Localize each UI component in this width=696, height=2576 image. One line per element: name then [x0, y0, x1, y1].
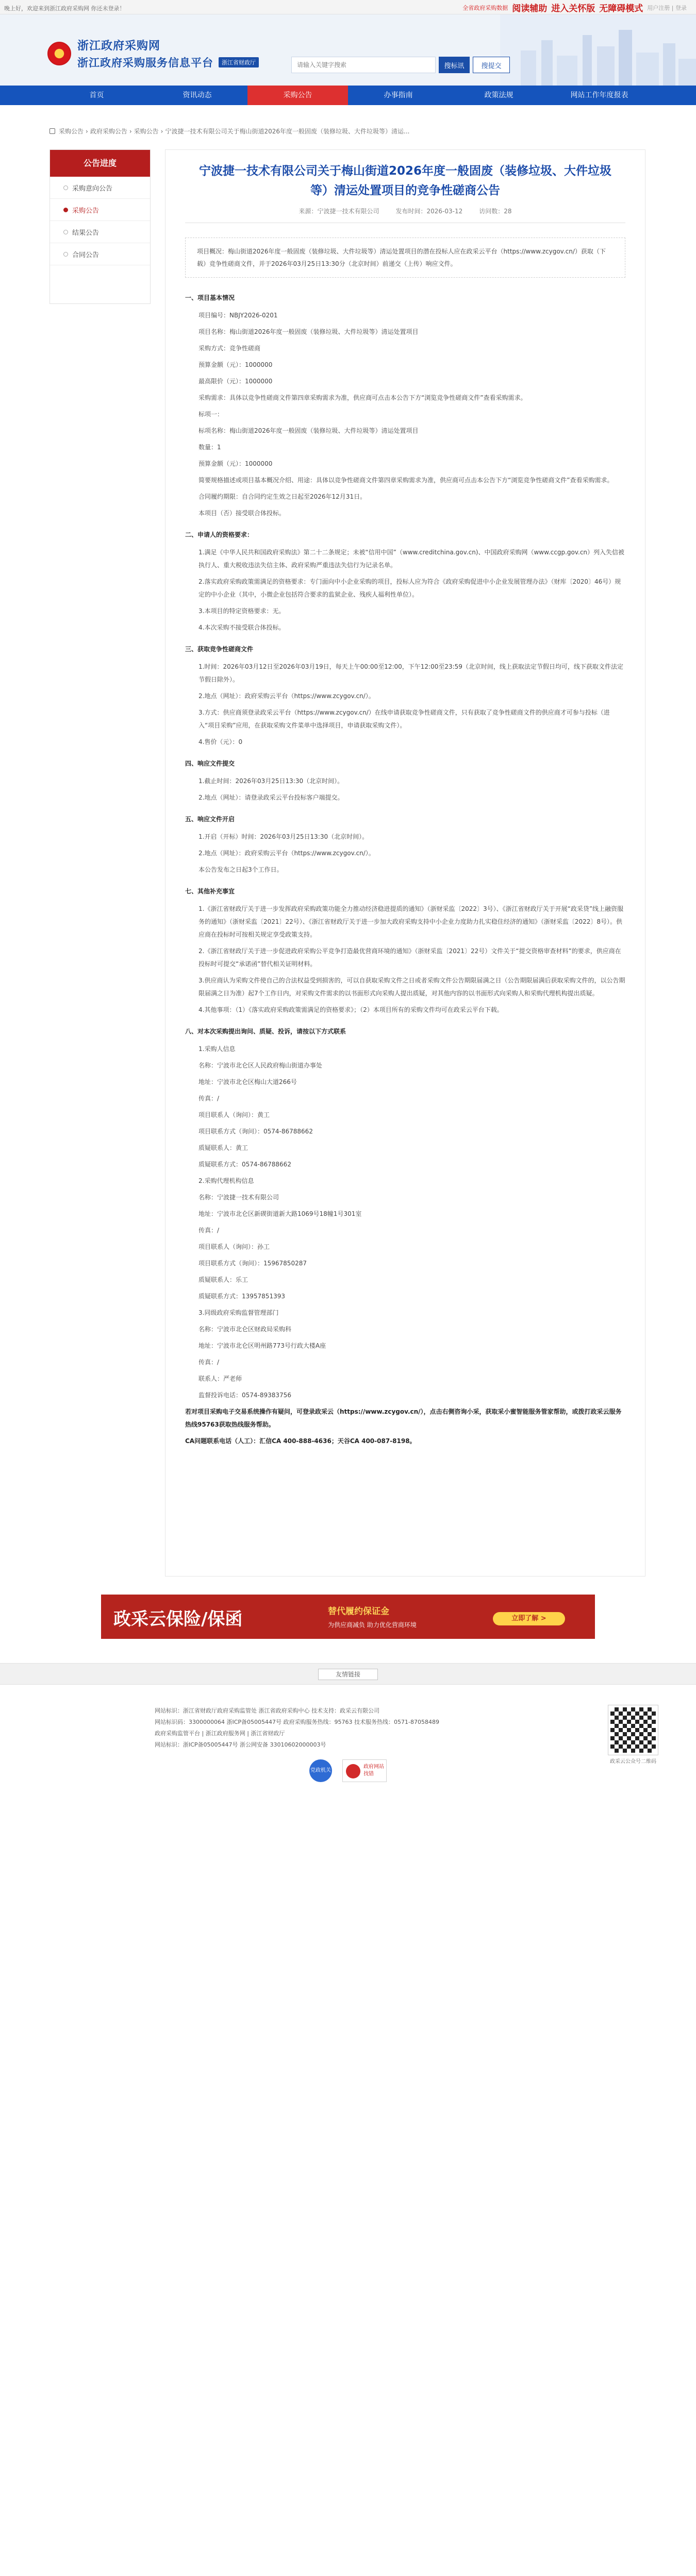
body-paragraph: 3.同级政府采购监督管理部门	[198, 1309, 279, 1316]
body-paragraph: 3.方式：供应商须登录政采云平台（https://www.zcygov.cn/）在线申请获取竞争性磋商文件，只有获取了竞争性磋商文件的供应商才可参与投标（进入“项目采购”应用，在获取采购文件菜单中选择项目，申请获取采购文件）。	[198, 709, 610, 729]
body-paragraph: 最高限价（元）：1000000	[198, 378, 273, 385]
home-icon[interactable]	[49, 128, 55, 134]
body-paragraph: 项目编号：NBJY2026-0201	[198, 312, 278, 319]
body-paragraph: 传真：/	[198, 1227, 220, 1234]
body-paragraph: 标项一：	[198, 411, 224, 418]
body-paragraph: 2.地点（网址）：政府采购云平台（https://www.zcygov.cn/）。	[198, 692, 375, 700]
breadcrumb-item[interactable]: 采购公告	[59, 128, 84, 135]
sidebar-item-result[interactable]: 结果公告	[50, 221, 150, 243]
project-summary: 项目概况：梅山街道2026年度一般固废（装修垃圾、大件垃圾等）清运处置项目的潜在投标人应在政采云平台（https://www.zcygov.cn/）获取（下载）竞争性磋商文件，并于2026年03月25日13:30分（北京时间）前递交（上传）响应文件。	[185, 238, 625, 278]
body-paragraph: 质疑联系方式：13957851393	[198, 1293, 285, 1300]
banner-tagline: 为供应商减负 助力优化营商环境	[328, 1621, 417, 1629]
skyline-illustration	[500, 14, 696, 86]
step-dot-icon	[63, 185, 68, 190]
body-paragraph: 监督投诉电话：0574-89383756	[198, 1392, 291, 1399]
body-paragraph: 项目联系方式（询问）：15967850287	[198, 1260, 307, 1267]
body-paragraph: 4.其他事项：（1）《落实政府采购政策需满足的资格要求》；（2）本项目所有的采购文件均可在政采云平台下载。	[198, 1006, 503, 1013]
search-submit-button[interactable]: 搜提交	[473, 57, 510, 73]
section-heading: 二、申请人的资格要求：	[185, 531, 254, 538]
footer-line: 网站标识：浙ICP备05005447号 浙公网安备 33010602000003号	[155, 1741, 326, 1748]
body-paragraph: 1.开启（开标）时间：2026年03月25日13:30（北京时间）。	[198, 833, 369, 840]
body-paragraph: 质疑联系人：黄工	[198, 1144, 248, 1151]
body-paragraph: 若对项目采购电子交易系统操作有疑问，可登录政采云（https://www.zcygov.cn/），点击右侧咨询小采，获取采小蜜智能服务管家帮助，或拨打政采云服务热线95763获取热线服务帮助。	[185, 1408, 622, 1428]
body-paragraph: 联系人：严老师	[198, 1375, 242, 1382]
sidebar-title: 公告进度	[50, 150, 150, 177]
care-mode-link[interactable]: 进入关怀版	[551, 4, 595, 14]
finance-dept-badge: 浙江省财政厅	[219, 57, 259, 67]
body-paragraph: 本项目（否）接受联合体投标。	[198, 510, 286, 517]
friendly-links-bar	[0, 1663, 696, 1685]
sidebar-item-notice[interactable]: 采购公告	[50, 199, 150, 221]
body-paragraph: 名称：宁波市北仑区人民政府梅山街道办事处	[198, 1062, 323, 1069]
body-paragraph: 名称：宁波捷一技术有限公司	[198, 1194, 279, 1201]
nav-annual-report[interactable]: 网站工作年度报表	[570, 91, 628, 99]
body-paragraph: 2.采购代理机构信息	[198, 1177, 254, 1184]
body-paragraph: 地址：宁波市北仑区明州路773号行政大楼A座	[198, 1342, 326, 1349]
body-paragraph: 预算金额（元）：1000000	[198, 460, 273, 467]
top-utility-bar	[0, 0, 696, 14]
body-paragraph: 地址：宁波市北仑区梅山大道266号	[198, 1078, 297, 1086]
breadcrumb-item[interactable]: 采购公告	[134, 128, 159, 135]
breadcrumb-item[interactable]: 政府采购公告	[90, 128, 127, 135]
article-body	[185, 290, 625, 1448]
body-paragraph: 3.本项目的特定资格要求：无。	[198, 607, 285, 615]
site-header	[0, 14, 696, 86]
nav-home[interactable]: 首页	[89, 91, 104, 99]
site-logo[interactable]	[47, 37, 259, 70]
friendly-links-dropdown[interactable]: 友情链接	[318, 1669, 378, 1680]
section-heading: 七、其他补充事宜	[185, 888, 235, 895]
body-paragraph: 1.采购人信息	[198, 1045, 236, 1053]
top-links	[462, 1, 687, 14]
body-paragraph: CA问题联系电话（人工）：汇信CA 400-888-4636；天谷CA 400-087-8198。	[185, 1437, 416, 1445]
section-heading: 四、响应文件提交	[185, 760, 235, 767]
body-paragraph: 本公告发布之日起3个工作日。	[198, 866, 283, 873]
article-panel	[165, 149, 645, 1577]
footer-line: 网站标识码：3300000064 浙ICP备05005447号 政府采购服务热线：95763 技术服务热线：0571-87058489	[155, 1719, 439, 1725]
footer-info	[155, 1705, 567, 1751]
search-bid-button[interactable]: 搜标讯	[439, 57, 470, 73]
body-paragraph: 地址：宁波市北仑区新碶街道新大路1069号18幢1号301室	[198, 1210, 362, 1217]
site-title: 浙江政府采购网	[77, 40, 161, 53]
body-paragraph: 1.截止时间：2026年03月25日13:30（北京时间）。	[198, 777, 344, 785]
body-paragraph: 传真：/	[198, 1359, 220, 1366]
nav-guide[interactable]: 办事指南	[384, 91, 413, 99]
qr-caption: 政采云公众号二维码	[610, 1759, 656, 1765]
body-paragraph: 项目联系方式（询问）：0574-86788662	[198, 1128, 313, 1135]
nav-policy[interactable]: 政策法规	[484, 91, 513, 99]
party-gov-icon[interactable]: 党政机关	[309, 1759, 332, 1782]
body-paragraph: 2.地点（网址）：政府采购云平台（https://www.zcygov.cn/）。	[198, 850, 375, 857]
section-heading: 八、对本次采购提出询问、质疑、投诉，请按以下方式联系	[185, 1028, 346, 1035]
section-heading: 三、获取竞争性磋商文件	[185, 646, 254, 653]
sidebar-item-intent[interactable]: 采购意向公告	[50, 177, 150, 199]
site-subtitle: 浙江政府采购服务信息平台	[77, 57, 213, 69]
footer-line[interactable]: 政府采购监管平台 | 浙江政府服务网 | 浙江省财政厅	[155, 1730, 285, 1737]
section-heading: 一、项目基本情况	[185, 294, 235, 301]
body-paragraph: 3.供应商认为采购文件使自己的合法权益受到损害的，可以自获取采购文件之日或者采购文件公告期限届满之日（公告期限届满后获取采购文件的，以公告期限届满之日为准）起7个工作日内，对采购文件需求的以书面形式向采购人提出质疑，对其他内容的以书面形式向采购人和采购代理机构提出质疑。	[198, 977, 625, 997]
body-paragraph: 预算金额（元）：1000000	[198, 361, 273, 368]
body-paragraph: 2.《浙江省财政厅关于进一步促进政府采购公平竞争打造最优营商环境的通知》（浙财采监〔2021〕22号）文件关于“提交资格审查材料”的要求，供应商在投标时可提交“承诺函”替代相关证明材料。	[198, 947, 621, 968]
body-paragraph: 项目联系人（询问）：孙工	[198, 1243, 270, 1250]
article-views: 访问数：28	[479, 208, 512, 215]
body-paragraph: 采购需求：具体以竞争性磋商文件第四章采购需求为准，供应商可点击本公告下方“浏览竞争性磋商文件”查看采购需求。	[198, 394, 527, 401]
body-paragraph: 传真：/	[198, 1095, 220, 1102]
body-paragraph: 项目名称：梅山街道2026年度一般固废（装修垃圾、大件垃圾等）清运处置项目	[198, 328, 419, 335]
insurance-banner[interactable]	[101, 1595, 595, 1639]
sidebar-item-contract[interactable]: 合同公告	[50, 243, 150, 265]
body-paragraph: 简要规格描述或项目基本概况介绍、用途：具体以竞争性磋商文件第四章采购需求为准，供应商可点击本公告下方“浏览竞争性磋商文件”查看采购需求。	[198, 477, 614, 484]
breadcrumb: 采购公告 › 政府采购公告 › 采购公告 › 宁波捷一技术有限公司关于梅山街道2026年度一般固废（装修垃圾、大件垃圾等）清运...	[49, 127, 409, 135]
nav-procurement-notice[interactable]: 采购公告	[247, 86, 348, 105]
body-paragraph: 合同履约期限：自合同约定生效之日起至2026年12月31日。	[198, 493, 367, 500]
body-paragraph: 2.落实政府采购政策需满足的资格要求：专门面向中小企业采购的项目，投标人应为符合《政府采购促进中小企业发展管理办法》（财库〔2020〕46号）规定的中小企业（其中，小微企业包括符合要求的监狱企业、残疾人福利性单位）。	[198, 578, 621, 598]
search-bar	[291, 57, 510, 73]
body-paragraph: 质疑联系人：乐工	[198, 1276, 248, 1283]
article-meta	[185, 207, 625, 223]
article-title: 宁波捷一技术有限公司关于梅山街道2026年度一般固废（装修垃圾、大件垃圾等）清运处置项目的竞争性磋商公告	[198, 164, 611, 197]
body-paragraph: 数量：1	[198, 444, 221, 451]
site-footer	[0, 1685, 696, 2576]
login-register-links[interactable]: 用户注册 | 登录	[647, 4, 687, 11]
step-dot-icon	[63, 252, 68, 257]
main-nav	[0, 86, 696, 105]
body-paragraph: 2.地点（网址）：请登录政采云平台投标客户端提交。	[198, 794, 344, 801]
banner-subtitle: 替代履约保证金	[328, 1606, 389, 1617]
step-dot-icon	[63, 230, 68, 234]
body-paragraph: 项目联系人（询问）：黄工	[198, 1111, 270, 1118]
footer-line: 网站标识：浙江省财政厅政府采购监管处 浙江省政府采购中心 技术支持：政采云有限公司	[155, 1707, 379, 1714]
reading-assist-link[interactable]: 阅读辅助	[512, 4, 548, 14]
body-paragraph: 名称：宁波市北仑区财政局采购科	[198, 1326, 292, 1333]
banner-cta-button[interactable]: 立即了解 >	[493, 1612, 565, 1625]
search-input[interactable]	[291, 57, 436, 73]
step-dot-icon	[63, 208, 68, 212]
article-source: 来源：宁波捷一技术有限公司	[299, 208, 379, 215]
national-emblem-icon	[47, 42, 71, 65]
body-paragraph: 4.本次采购不接受联合体投标。	[198, 624, 285, 631]
body-paragraph: 标项名称：梅山街道2026年度一般固废（装修垃圾、大件垃圾等）清运处置项目	[198, 427, 419, 434]
accessibility-mode-link[interactable]: 无障碍模式	[599, 4, 643, 14]
notice-progress-sidebar	[49, 149, 151, 304]
section-heading: 五、响应文件开启	[185, 816, 235, 823]
banner-headline: 政采云保险/保函	[113, 1609, 243, 1630]
article-date: 发布时间：2026-03-12	[395, 208, 463, 215]
body-paragraph: 1.《浙江省财政厅关于进一步发挥政府采购政策功能全力推动经济稳进提质的通知》（浙财采监〔2022〕3号）、《浙江省财政厅关于开展“政采贷”线上融资服务的通知》（浙财采监〔2021〕22号）、《浙江省财政厅关于进一步加大政府采购支持中小企业力度助力扎实稳住经济的通知》（浙财采监〔2022〕8号）。供应商在投标时可按相关规定享受政策支持。	[198, 905, 624, 938]
nav-news[interactable]: 资讯动态	[183, 91, 212, 99]
breadcrumb-current: 宁波捷一技术有限公司关于梅山街道2026年度一般固废（装修垃圾、大件垃圾等）清运...	[165, 128, 410, 135]
body-paragraph: 4.售价（元）：0	[198, 738, 243, 745]
body-paragraph: 1.满足《中华人民共和国政府采购法》第二十二条规定；未被“信用中国”（www.creditchina.gov.cn)、中国政府采购网（www.ccgp.gov.cn）列入失信被执行人、重大税收违法失信主体、政府采购严重违法失信行为记录名单。	[198, 549, 625, 569]
gov-site-error-icon[interactable]: 政府网站找错	[342, 1759, 387, 1782]
qr-code-icon	[608, 1705, 658, 1755]
body-paragraph: 质疑联系方式：0574-86788662	[198, 1161, 291, 1168]
greeting-text: 晚上好，欢迎来到浙江政府采购网 你还未登录！	[4, 5, 125, 12]
body-paragraph: 采购方式：竞争性磋商	[198, 345, 261, 352]
province-data-link[interactable]: 全省政府采购数据	[462, 4, 508, 11]
body-paragraph: 1.时间：2026年03月12日至2026年03月19日，每天上午00:00至12:00，下午12:00至23:59（北京时间，线上获取法定节假日均可，线下获取文件法定节假日除外）。	[198, 663, 623, 683]
